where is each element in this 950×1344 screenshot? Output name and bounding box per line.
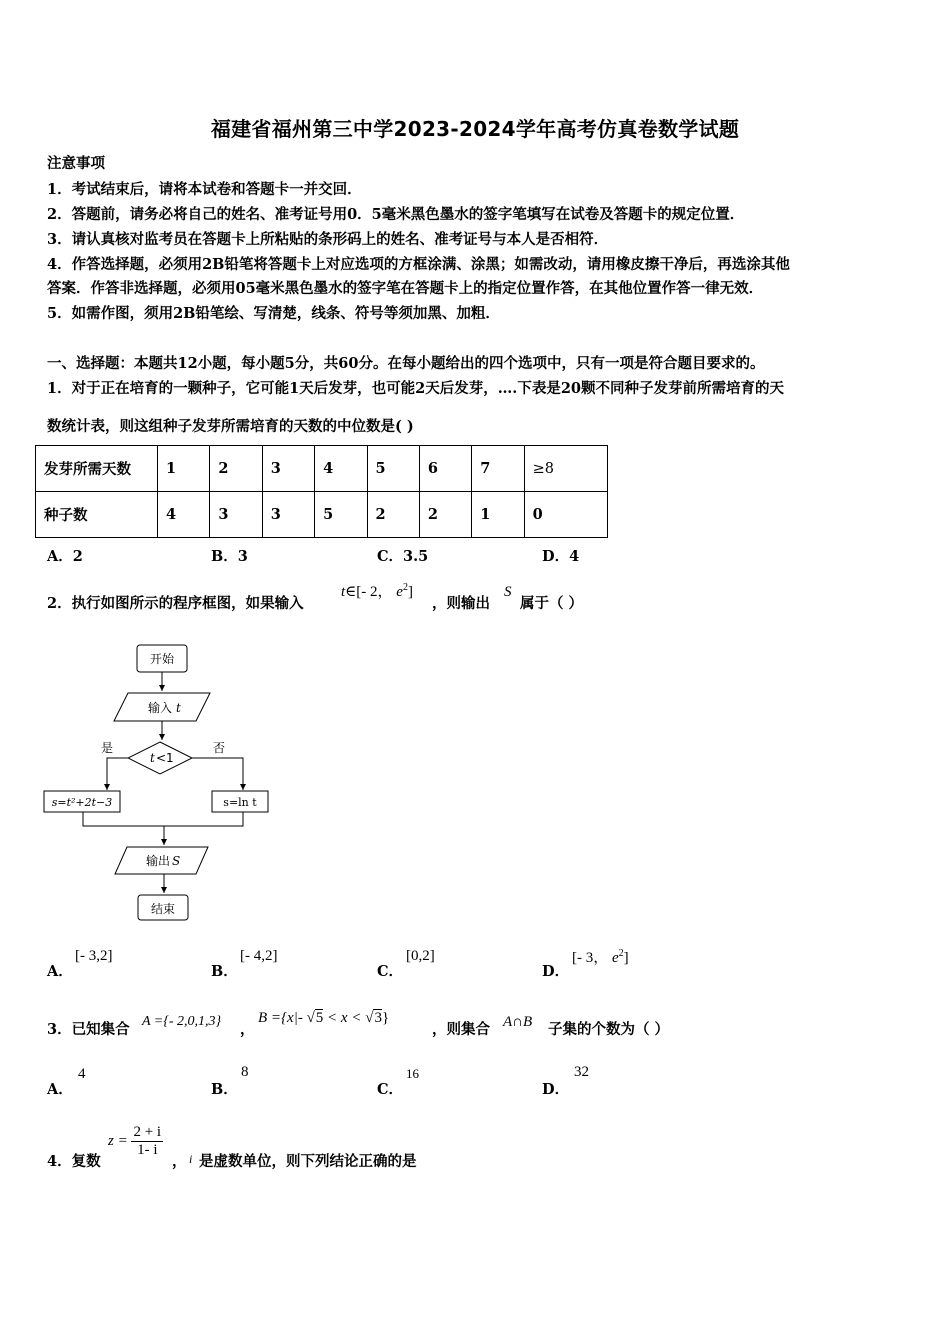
table-cell: ≥8: [524, 446, 607, 492]
table-cell: 5: [315, 492, 367, 538]
flow-merge-line: [83, 812, 243, 826]
table-cell: 2: [367, 492, 419, 538]
flow-cond-label: <1: [156, 751, 174, 765]
flow-yes-label: 是: [101, 741, 114, 755]
math-var: S: [504, 584, 512, 600]
table-cell: 4: [158, 492, 210, 538]
table-cell: 1: [158, 446, 210, 492]
math-sqrt: 3: [374, 1010, 382, 1026]
q2-option-c-label: C．: [377, 963, 404, 980]
q2-option-b-label: B．: [211, 963, 238, 980]
flow-start-label: 开始: [149, 652, 175, 666]
section-heading: 一、选择题：本题共12小题，每小题5分，共60分。在每小题给出的四个选项中，只有一项是符合题目要求的。: [47, 355, 765, 372]
q3-set-a: A ={- 2,0,1,3}: [142, 1014, 222, 1029]
math-exp: 2: [402, 582, 408, 593]
table-cell: 0: [524, 492, 607, 538]
notice-item: 4．作答选择题，必须用2B铅笔将答题卡上对应选项的方框涂满、涂黑；如需改动，请用橡皮擦干净后，再选涂其他: [47, 256, 790, 273]
q3-stem-prefix: 3．已知集合: [47, 1021, 130, 1038]
q3-option-c-label: C．: [377, 1081, 404, 1098]
q3-option-b-value: 8: [241, 1064, 249, 1080]
math-text: [- 3，: [572, 950, 609, 966]
q3-comma: ，: [240, 1021, 255, 1038]
q1-stem-line2: 数统计表，则这组种子发芽所需培育的天数的中位数是( ): [47, 418, 414, 435]
math-text: }: [381, 1010, 390, 1026]
q2-stem-prefix: 2．执行如图所示的程序框图，如果输入: [47, 595, 304, 612]
q1-option-b: B．3: [211, 548, 248, 565]
q2-option-d-label: D．: [542, 963, 570, 980]
q3-option-d-label: D．: [542, 1081, 570, 1098]
math-fraction: [131, 1124, 163, 1159]
table-cell: 3: [262, 492, 314, 538]
notice-heading: 注意事项: [47, 155, 105, 172]
math-var: e: [612, 950, 619, 966]
q4-stem-prefix: 4．复数: [47, 1153, 101, 1170]
notice-item: 3．请认真核对监考员在答题卡上所粘贴的条形码上的姓名、准考证号与本人是否相符．: [47, 231, 609, 248]
flow-left-label: s=t²+2t−3: [51, 796, 113, 809]
flow-arrow: [192, 758, 243, 790]
q3-option-c-value: 16: [406, 1066, 419, 1081]
q3-stem-mid: ，则集合: [432, 1021, 490, 1038]
q2-option-c-value: [0,2]: [406, 948, 435, 964]
q1-stem-line1: 1．对于正在培育的一颗种子，它可能1天后发芽，也可能2天后发芽，….下表是20颗不同种子发芽前所需培育的天: [47, 380, 784, 397]
flowchart: [30, 640, 310, 930]
table-row: [36, 446, 608, 492]
table-cell: 1: [472, 492, 524, 538]
math-text: B ={x|-: [258, 1010, 303, 1026]
flow-output-label: 输出: [146, 854, 171, 868]
q3-option-a-value: 4: [78, 1066, 86, 1082]
math-text: ]: [407, 584, 413, 600]
table-cell: 5: [367, 446, 419, 492]
q3-stem-suffix: 子集的个数为（ ）: [548, 1021, 670, 1038]
q1-option-c: C．3.5: [377, 548, 429, 565]
math-sqrt: 5: [315, 1010, 324, 1026]
notice-item: 5．如需作图，须用2B铅笔绘、写清楚，线条、符号等须加黑、加粗．: [47, 305, 500, 322]
q3-option-b-label: B．: [211, 1081, 238, 1098]
q2-stem-suffix: 属于（ ）: [520, 595, 584, 612]
q3-option-a-label: A．: [47, 1081, 73, 1098]
q4-sep: ，: [172, 1153, 187, 1170]
table-cell: 7: [472, 446, 524, 492]
math-numerator: 2 + i: [133, 1124, 162, 1140]
flow-cond-var: t: [150, 751, 155, 765]
math-denominator: 1- i: [137, 1142, 158, 1158]
q1-option-d: D．4: [542, 548, 580, 565]
flow-no-label: 否: [213, 741, 226, 755]
math-text: ∈[- 2，: [345, 584, 393, 600]
table-cell: 3: [262, 446, 314, 492]
q2-input-range: [341, 580, 413, 601]
table-cell: 4: [315, 446, 367, 492]
flow-input-label: 输入: [148, 701, 173, 715]
flow-input-var: t: [176, 701, 181, 715]
table-cell: 6: [419, 446, 471, 492]
page-title: 福建省福州第三中学2023-2024学年高考仿真卷数学试题: [210, 117, 740, 141]
math-text: ]: [623, 950, 629, 966]
notice-item: 1．考试结束后，请将本试卷和答题卡一并交回．: [47, 181, 362, 198]
table-cell: 3: [210, 492, 262, 538]
flow-arrow: [107, 758, 128, 790]
seed-table: [35, 445, 608, 538]
notice-item: 答案．作答非选择题，必须用05毫米黑色墨水的签字笔在答题卡上的指定位置作答，在其他位置作答一律无效．: [47, 280, 764, 297]
q3-option-d-value: 32: [574, 1064, 589, 1080]
q3-intersection: A∩B: [503, 1014, 533, 1030]
q3-set-b: B ={x|- √5 < x < √3}: [258, 1010, 390, 1026]
table-row-label: 种子数: [36, 492, 158, 538]
q2-option-a-label: A．: [47, 963, 73, 980]
math-var: i: [189, 1152, 193, 1166]
q2-option-d-value: [572, 946, 629, 967]
table-row: [36, 492, 608, 538]
table-cell: 2: [419, 492, 471, 538]
math-text: < x <: [327, 1010, 362, 1026]
q2-stem-mid: ，则输出: [432, 595, 490, 612]
flow-end-label: 结束: [150, 902, 176, 916]
table-row-label: 发芽所需天数: [36, 446, 158, 492]
q4-complex-expr: [108, 1124, 163, 1159]
flow-output-var: S: [172, 854, 181, 868]
table-cell: 2: [210, 446, 262, 492]
flow-right-label: s=ln t: [223, 796, 257, 809]
q2-option-b-value: [- 4,2]: [240, 948, 278, 964]
math-var: e: [396, 584, 403, 600]
q2-option-a-value: [- 3,2]: [75, 948, 113, 964]
math-var: t: [341, 584, 346, 600]
notice-item: 2．答题前，请务必将自己的姓名、准考证号用0．5毫米黑色墨水的签字笔填写在试卷及答题卡的规定位置．: [47, 206, 745, 223]
q1-option-a: A．2: [47, 548, 83, 565]
math-exp: 2: [618, 948, 624, 959]
q4-stem-suffix: 是虚数单位，则下列结论正确的是: [199, 1153, 417, 1170]
math-text: z =: [108, 1133, 128, 1149]
